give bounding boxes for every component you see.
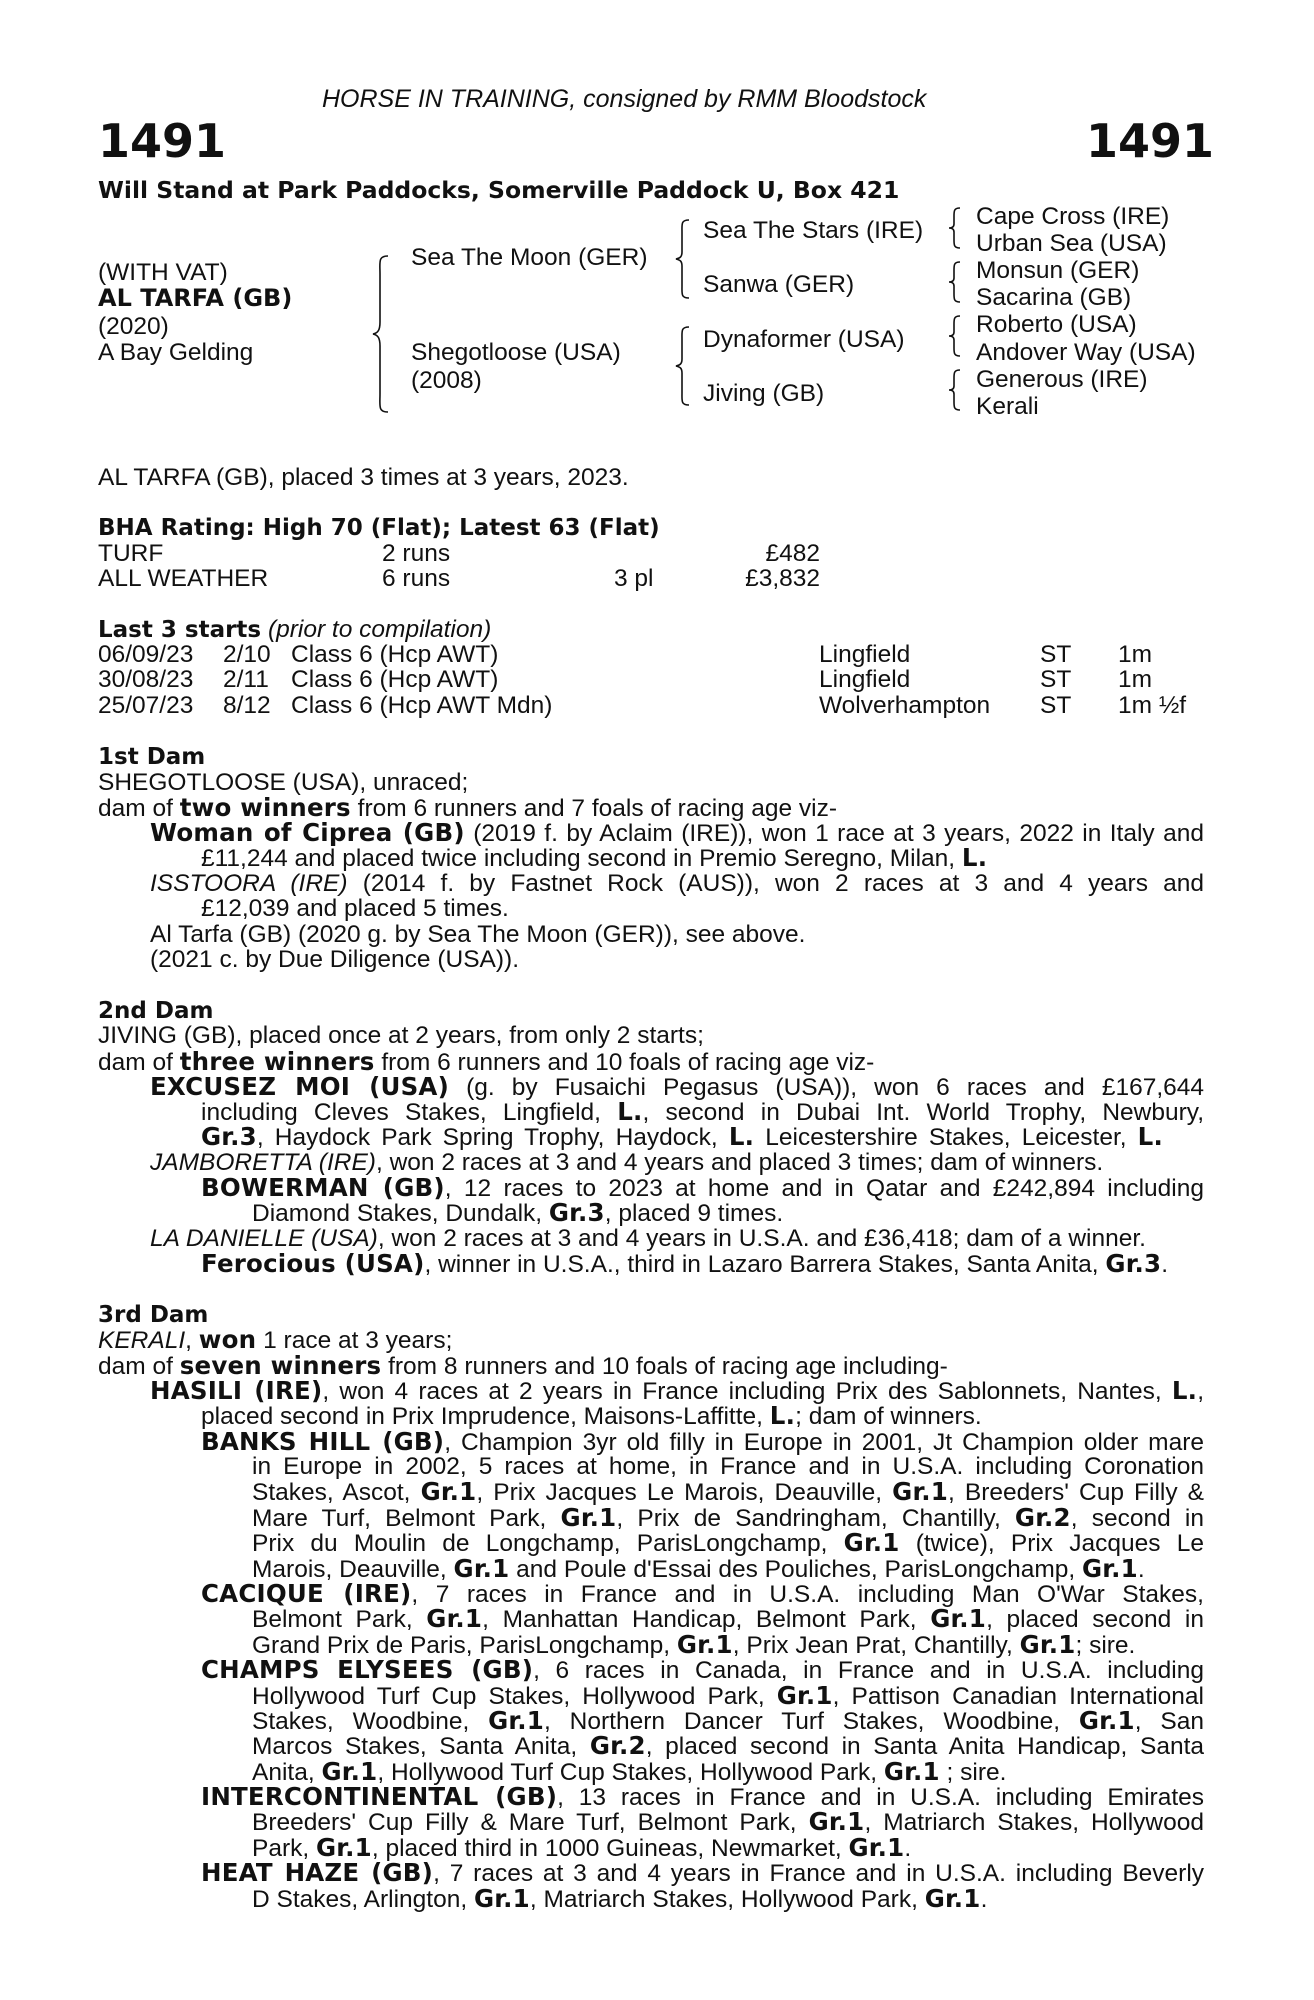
rating-aw-earnings: £3,832 (745, 565, 820, 592)
lot-number-right: 1491 (1086, 114, 1215, 168)
second-dam-line: JIVING (GB), placed once at 2 years, from only 2 starts; (98, 1022, 704, 1049)
horse-description: A Bay Gelding (98, 339, 254, 366)
ds-dam: Andover Way (USA) (976, 339, 1196, 366)
progeny-champs-elysees-cont: Stakes, Woodbine, Gr.1, Northern Dancer Turf Stakes, Woodbine, Gr.1, San (252, 1706, 1204, 1735)
progeny-hasili: HASILI (IRE), won 4 races at 2 years in France including Prix des Sablonnets, Nantes, L., (150, 1376, 1204, 1405)
start-date: 30/08/23 (98, 666, 194, 693)
rating-turf-earnings: £482 (765, 540, 820, 567)
progeny-champs-elysees-cont: Anita, Gr.1, Hollywood Turf Cup Stakes, Hollywood Park, Gr.1 ; sire. (252, 1757, 1007, 1786)
progeny-excusez-moi-cont: including Cleves Stakes, Lingfield, L., second in Dubai Int. World Trophy, Newbury, (201, 1097, 1204, 1126)
progeny-champs-elysees-cont: Marcos Stakes, Santa Anita, Gr.2, placed second in Santa Anita Handicap, Santa (252, 1731, 1204, 1760)
progeny-banks-hill-cont: Mare Turf, Belmont Park, Gr.1, Prix de Sandringham, Chantilly, Gr.2, second in (252, 1503, 1204, 1532)
progeny-bowerman: BOWERMAN (GB), 12 races to 2023 at home and in Qatar and £242,894 including (201, 1173, 1204, 1202)
start-type: ST (1040, 692, 1072, 719)
progeny-cacique-cont: Belmont Park, Gr.1, Manhattan Handicap, Belmont Park, Gr.1, placed second in (252, 1604, 1204, 1633)
sire-sire: Sea The Stars (IRE) (703, 217, 924, 244)
start-race: Class 6 (Hcp AWT) (291, 641, 499, 668)
third-dam-line: KERALI, won 1 race at 3 years; (98, 1325, 453, 1354)
vat-note: (WITH VAT) (98, 259, 228, 286)
dam-year: (2008) (411, 367, 482, 394)
ds-sire: Roberto (USA) (976, 311, 1137, 338)
progeny-excusez-moi-cont: Gr.3, Haydock Park Spring Trophy, Haydock, L. Leicestershire Stakes, Leicester, L. (201, 1122, 1163, 1151)
third-dam-produce: dam of seven winners from 8 runners and 10 foals of racing age including- (98, 1351, 948, 1380)
progeny-al-tarfa: Al Tarfa (GB) (2020 g. by Sea The Moon (GER)), see above. (150, 921, 806, 948)
start-type: ST (1040, 666, 1072, 693)
progeny-banks-hill: BANKS HILL (GB), Champion 3yr old filly in Europe in 2001, Jt Champion older mare (201, 1427, 1204, 1456)
progeny-isstoora: ISSTOORA (IRE) (2014 f. by Fastnet Rock (AUS)), won 2 races at 3 and 4 years and (150, 870, 1204, 897)
catalogue-title: HORSE IN TRAINING, consigned by RMM Bloodstock (322, 85, 927, 113)
horse-name: AL TARFA (GB) (98, 284, 293, 312)
progeny-cacique-cont: Grand Prix de Paris, ParisLongchamp, Gr.1, Prix Jean Prat, Chantilly, Gr.1; sire. (252, 1630, 1136, 1659)
start-course: Lingfield (819, 666, 911, 693)
start-race: Class 6 (Hcp AWT) (291, 666, 499, 693)
start-course: Lingfield (819, 641, 911, 668)
ss-sire: Cape Cross (IRE) (976, 203, 1170, 230)
start-distance: 1m (1118, 666, 1153, 693)
progeny-bowerman-cont: Diamond Stakes, Dundalk, Gr.3, placed 9 times. (252, 1198, 784, 1227)
progeny-heat-haze: HEAT HAZE (GB), 7 races at 3 and 4 years in France and in U.S.A. including Beverly (201, 1858, 1205, 1887)
progeny-heat-haze-cont: D Stakes, Arlington, Gr.1, Matriarch Stakes, Hollywood Park, Gr.1. (252, 1884, 988, 1913)
horse-year: (2020) (98, 313, 169, 340)
progeny-intercontinental-cont: Breeders' Cup Filly & Mare Turf, Belmont Park, Gr.1, Matriarch Stakes, Hollywood (252, 1807, 1204, 1836)
first-dam-title: 1st Dam (98, 744, 206, 770)
last-starts-note: (prior to compilation) (267, 616, 492, 643)
progeny-hasili-cont: placed second in Prix Imprudence, Maisons-Laffitte, L.; dam of winners. (201, 1401, 982, 1430)
progeny-banks-hill-cont: Stakes, Ascot, Gr.1, Prix Jacques Le Marois, Deauville, Gr.1, Breeders' Cup Filly & (252, 1477, 1204, 1506)
start-date: 25/07/23 (98, 692, 194, 719)
second-dam-produce: dam of three winners from 6 runners and 10 foals of racing age viz- (98, 1047, 875, 1076)
first-dam-produce: dam of two winners from 6 runners and 7 foals of racing age viz- (98, 793, 837, 822)
lot-number-left: 1491 (98, 114, 227, 168)
sire-dam: Sanwa (GER) (703, 271, 855, 298)
progeny-champs-elysees: CHAMPS ELYSEES (GB), 6 races in Canada, in France and in U.S.A. including (201, 1655, 1204, 1684)
progeny-woman-of-ciprea: Woman of Ciprea (GB) (2019 f. by Aclaim (IRE)), won 1 race at 3 years, 2022 in Italy and (150, 818, 1204, 847)
race-summary: AL TARFA (GB), placed 3 times at 3 years, 2023. (98, 464, 629, 491)
progeny-banks-hill-cont: Marois, Deauville, Gr.1 and Poule d'Essai des Pouliches, ParisLongchamp, Gr.1. (252, 1554, 1145, 1583)
last-starts-heading (98, 617, 491, 643)
stand-location: Will Stand at Park Paddocks, Somerville Paddock U, Box 421 (98, 176, 900, 204)
progeny-banks-hill-cont: Prix du Moulin de Longchamp, ParisLongchamp, Gr.1 (twice), Prix Jacques Le (252, 1528, 1204, 1557)
sd-dam: Sacarina (GB) (976, 284, 1132, 311)
progeny-intercontinental-cont: Park, Gr.1, placed third in 1000 Guineas, Newmarket, Gr.1. (252, 1833, 912, 1862)
sd-sire: Monsun (GER) (976, 257, 1140, 284)
start-position: 2/10 (223, 641, 271, 668)
pedigree-brace-ss (948, 206, 962, 250)
pedigree-brace-sd (948, 260, 962, 304)
ss-dam: Urban Sea (USA) (976, 230, 1167, 257)
progeny-cacique: CACIQUE (IRE), 7 races in France and in U.S.A. including Man O'War Stakes, (201, 1579, 1204, 1608)
rating-turf-runs: 2 runs (382, 540, 451, 567)
progeny-woman-of-ciprea-cont: £11,244 and placed twice including second in Premio Seregno, Milan, L. (201, 843, 988, 872)
start-date: 06/09/23 (98, 641, 194, 668)
progeny-la-danielle: LA DANIELLE (USA), won 2 races at 3 and 4 years in U.S.A. and £36,418; dam of a winner. (150, 1225, 1146, 1252)
last-starts-title: Last 3 starts (98, 617, 262, 643)
rating-turf-surface: TURF (98, 540, 164, 567)
rating-aw-runs: 6 runs (382, 565, 451, 592)
dam-sire: Dynaformer (USA) (703, 326, 905, 353)
rating-aw-surface: ALL WEATHER (98, 565, 269, 592)
progeny-intercontinental: INTERCONTINENTAL (GB), 13 races in France and in U.S.A. including Emirates (201, 1782, 1204, 1811)
sire: Sea The Moon (GER) (411, 244, 648, 271)
progeny-champs-elysees-cont: Hollywood Turf Cup Stakes, Hollywood Park, Gr.1, Pattison Canadian International (252, 1681, 1204, 1710)
progeny-jamboretta: JAMBORETTA (IRE), won 2 races at 3 and 4 years and placed 3 times; dam of winners. (150, 1149, 1104, 1176)
progeny-2021-colt: (2021 c. by Due Diligence (USA)). (150, 946, 520, 973)
bha-rating: BHA Rating: High 70 (Flat); Latest 63 (Flat) (98, 515, 660, 541)
dd-sire: Generous (IRE) (976, 366, 1148, 393)
third-dam-title: 3rd Dam (98, 1302, 209, 1328)
second-dam-title: 2nd Dam (98, 998, 214, 1024)
pedigree-brace-sire (675, 218, 691, 300)
start-course: Wolverhampton (819, 692, 991, 719)
start-position: 8/12 (223, 692, 271, 719)
pedigree-brace-dd (948, 368, 962, 412)
rating-aw-placed: 3 pl (614, 565, 654, 592)
dam: Shegotloose (USA) (411, 339, 621, 366)
progeny-excusez-moi: EXCUSEZ MOI (USA) (g. by Fusaichi Pegasus (USA)), won 6 races and £167,644 (150, 1072, 1205, 1101)
start-position: 2/11 (223, 666, 269, 693)
pedigree-brace-ds (948, 314, 962, 358)
dd-dam: Kerali (976, 393, 1039, 420)
progeny-banks-hill-cont: in Europe in 2002, 5 races at home, in France and in U.S.A. including Coronation (252, 1453, 1204, 1480)
dam-dam: Jiving (GB) (703, 380, 825, 407)
start-race: Class 6 (Hcp AWT Mdn) (291, 692, 553, 719)
progeny-isstoora-cont: £12,039 and placed 5 times. (201, 895, 509, 922)
start-type: ST (1040, 641, 1072, 668)
first-dam-line: SHEGOTLOOSE (USA), unraced; (98, 769, 469, 796)
progeny-ferocious: Ferocious (USA), winner in U.S.A., third in Lazaro Barrera Stakes, Santa Anita, Gr.3. (201, 1249, 1169, 1278)
start-distance: 1m (1118, 641, 1153, 668)
pedigree-brace-main (372, 254, 392, 414)
pedigree-brace-dam (675, 325, 691, 407)
start-distance: 1m ½f (1118, 692, 1187, 719)
